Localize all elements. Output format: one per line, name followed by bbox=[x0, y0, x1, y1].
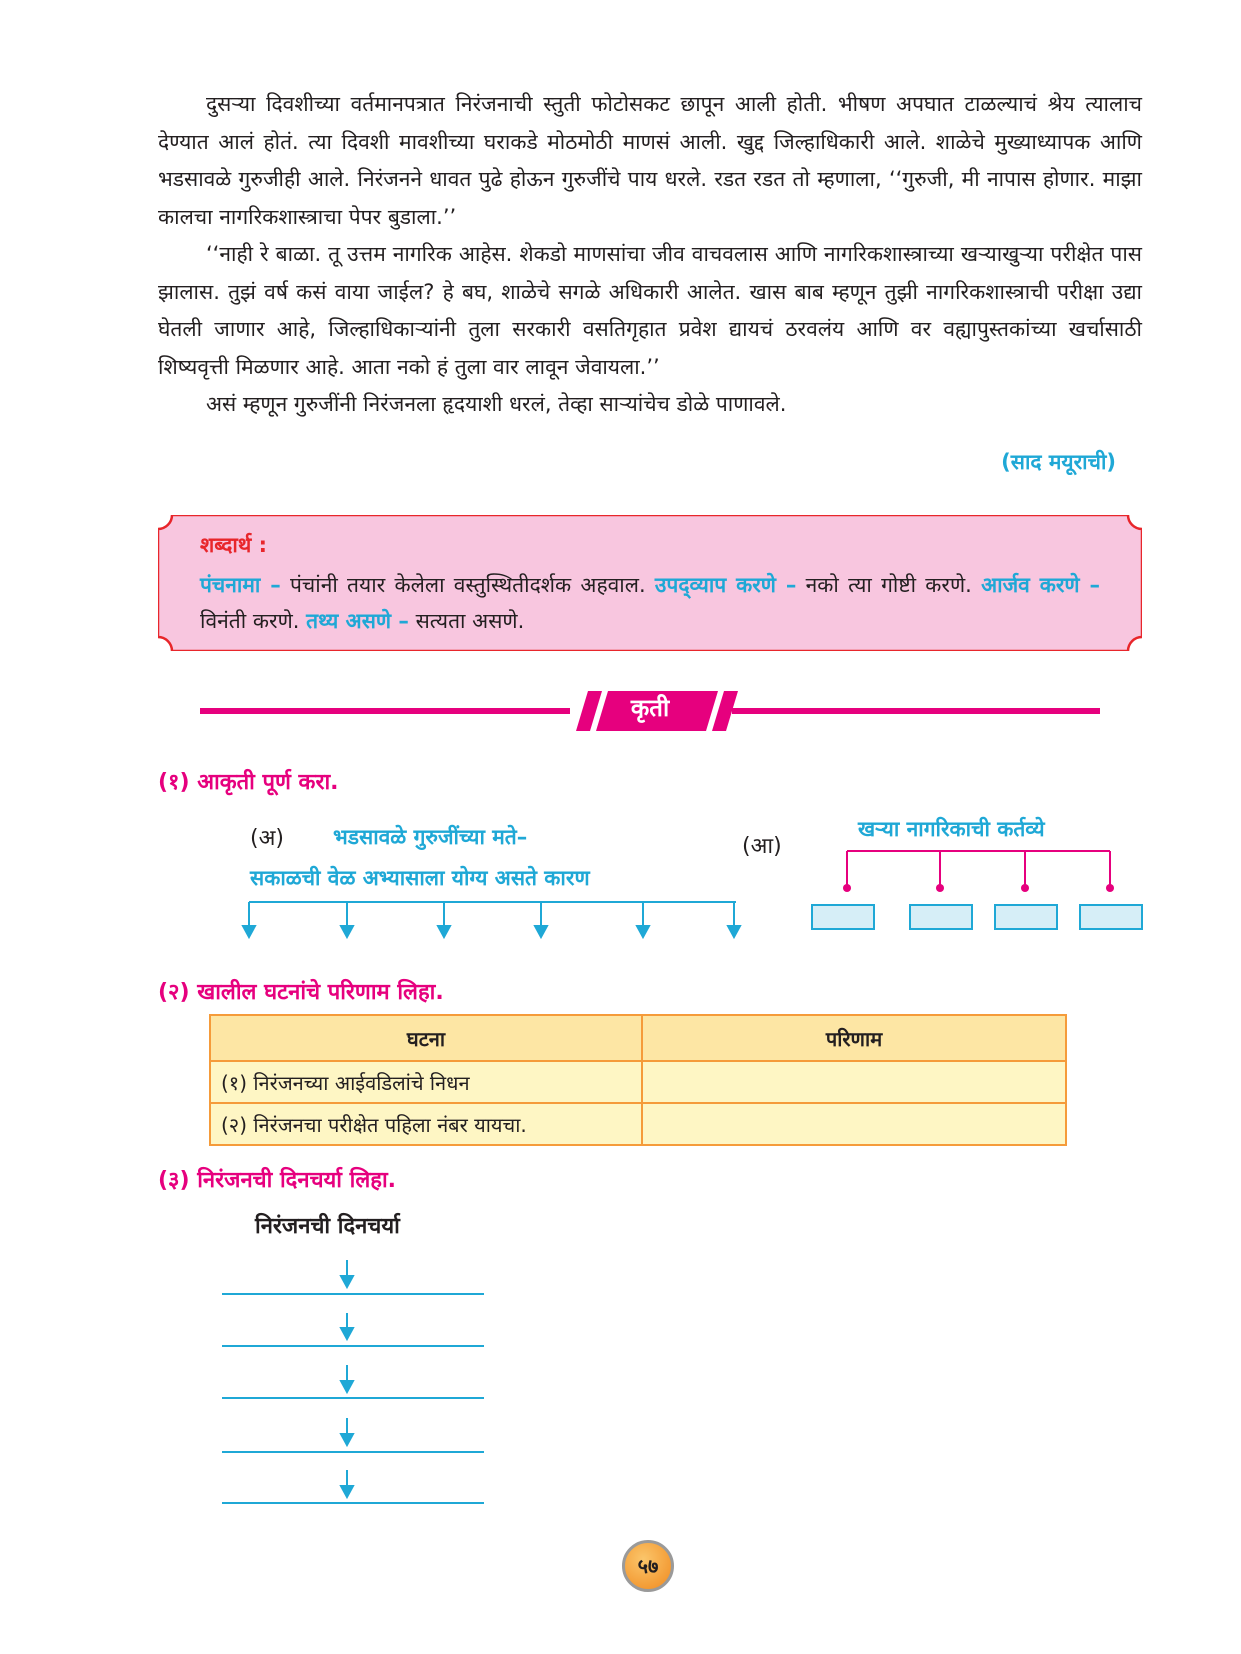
table-row bbox=[210, 1103, 1066, 1145]
story-paragraph-2: ‘‘नाही रे बाळा. तू उत्तम नागरिक आहेस. शेकडो माणसांचा जीव वाचवलास आणि नागरिकशास्त्राच्या खऱ्याखुऱ्या परीक्षेत पास झालास. तुझं वर्ष कसं वाया जाईल? हे बघ, शाळेचे सगळे अधिकारी आलेत. खास बाब म्हणून तुझी नागरिकशास्त्राची परीक्षा उद्या घेतली जाणार आहे, जिल्हाधिकाऱ्यांनी तुला सरकारी वसतिगृहात प्रवेश द्यायचं ठरवलंय आणि वर वह्यापुस्तकांच्या खर्चासाठी शिष्यवृत्ती मिळणार आहे. आता नको हं तुला वार लावून जेवायला.’’ bbox=[158, 242, 1142, 379]
part-a-label: (अ) bbox=[250, 826, 284, 851]
story-source: (साद मयूराची) bbox=[1001, 450, 1116, 474]
event-cell: (१) निरंजनच्या आईवडिलांचे निधन bbox=[210, 1061, 642, 1103]
table-header-result: परिणाम bbox=[642, 1015, 1066, 1061]
glossary-term: पंचनामा – bbox=[200, 573, 281, 597]
routine-heading: निरंजनची दिनचर्या bbox=[255, 1214, 400, 1239]
reasons-arrow-tree bbox=[243, 902, 740, 937]
glossary-definition: सत्यता असणे. bbox=[408, 609, 525, 633]
question-1-title: (१) आकृती पूर्ण करा. bbox=[158, 770, 339, 795]
glossary-title: शब्दार्थ : bbox=[200, 533, 267, 557]
table-row bbox=[210, 1061, 1066, 1103]
result-cell bbox=[642, 1061, 1066, 1103]
events-results-table bbox=[209, 1014, 1067, 1146]
story-paragraph-1: दुसऱ्या दिवशीच्या वर्तमानपत्रात निरंजनाची स्तुती फोटोसकट छापून आली होती. भीषण अपघात टाळल्याचं श्रेय त्यालाच देण्यात आलं होतं. त्या दिवशी मावशीच्या घराकडे मोठमोठी माणसं आली. खुद्द जिल्हाधिकारी आले. शाळेचे मुख्याध्यापक आणि भडसावळे गुरुजीही आले. निरंजनने धावत पुढे होऊन गुरुजींचे पाय धरले. रडत रडत तो म्हणाला, ‘‘गुरुजी, मी नापास होणार. माझा कालचा नागरिकशास्त्राचा पेपर बुडाला.’’ bbox=[158, 92, 1142, 229]
glossary-term: तथ्य असणे – bbox=[306, 609, 409, 633]
glossary-term: उपद्‌व्याप करणे – bbox=[654, 573, 797, 597]
story-paragraph-3: असं म्हणून गुरुजींनी निरंजनला हृदयाशी धरलं, तेव्हा साऱ्यांचेच डोळे पाणावले. bbox=[206, 392, 787, 416]
result-cell bbox=[642, 1103, 1066, 1145]
activity-header-title: कृती bbox=[630, 694, 670, 722]
table-header-event: घटना bbox=[210, 1015, 642, 1061]
question-3-title: (३) निरंजनची दिनचर्या लिहा. bbox=[158, 1168, 397, 1193]
glossary-definition: विनंती करणे. bbox=[200, 609, 307, 633]
event-cell: (२) निरंजनचा परीक्षेत पहिला नंबर यायचा. bbox=[210, 1103, 642, 1145]
duties-tree bbox=[812, 851, 1142, 929]
part-a-heading-line2: सकाळची वेळ अभ्यासाला योग्य असते कारण bbox=[250, 866, 590, 890]
routine-flow bbox=[222, 1260, 484, 1503]
part-aa-label: (आ) bbox=[742, 834, 782, 859]
glossary-term: आर्जव करणे – bbox=[981, 573, 1100, 597]
glossary-definition: पंचांनी तयार केलेला वस्तुस्थितीदर्शक अहवाल. bbox=[280, 573, 655, 597]
question-2-title: (२) खालील घटनांचे परिणाम लिहा. bbox=[158, 980, 444, 1005]
page-number: ५७ bbox=[622, 1540, 674, 1592]
part-a-heading-line1: भडसावळे गुरुजींच्या मते– bbox=[333, 825, 528, 849]
glossary-definition: नको त्या गोष्टी करणे. bbox=[796, 573, 982, 597]
part-aa-heading: खऱ्या नागरिकाची कर्तव्ये bbox=[858, 817, 1045, 841]
